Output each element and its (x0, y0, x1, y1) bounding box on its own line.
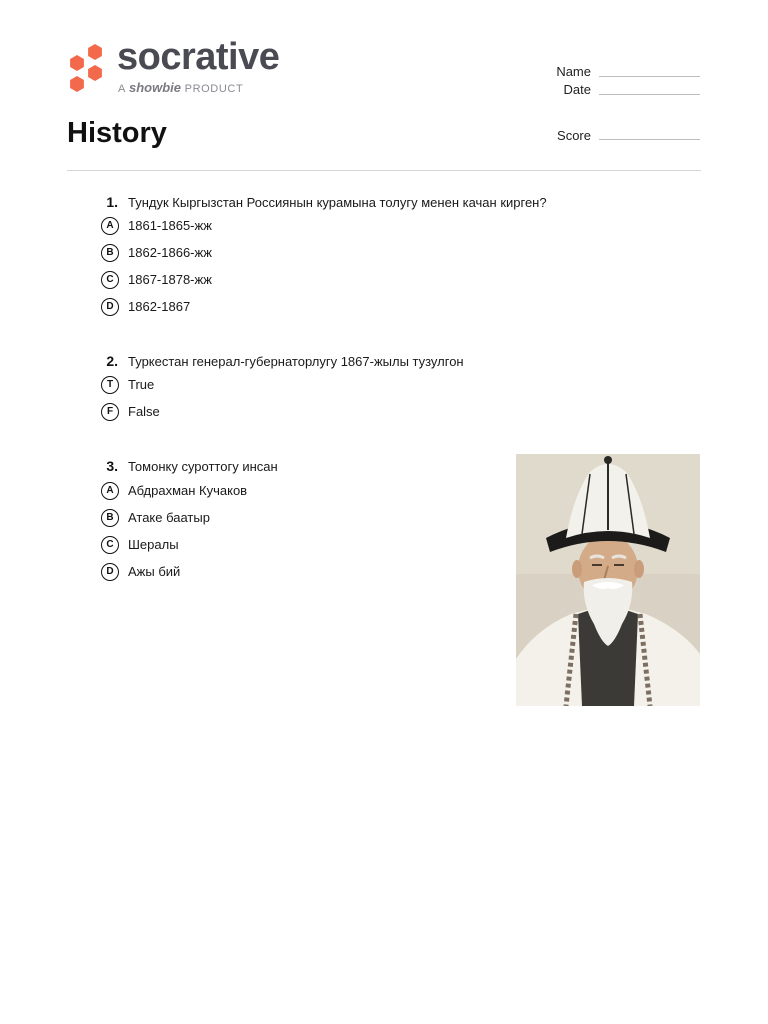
option-badge-b: B (101, 244, 119, 262)
brand-tagline (118, 81, 243, 95)
question-text: Туркестан генерал-губернаторлугу 1867-жылы тузулгон (128, 354, 464, 369)
tagline-prefix: A (118, 83, 126, 95)
tagline-brand: showbie (129, 80, 182, 95)
option-badge-b: B (101, 509, 119, 527)
option-badge-c: C (101, 536, 119, 554)
option-text: False (128, 404, 160, 419)
option-text: Атаке баатыр (128, 510, 210, 525)
option-badge-a: A (101, 217, 119, 235)
question-number: 3. (106, 458, 118, 474)
socrative-logo-icon (67, 43, 107, 95)
tagline-suffix: PRODUCT (184, 83, 244, 95)
option-badge-f: F (101, 403, 119, 421)
option-text: True (128, 377, 155, 392)
question-text: Томонку суроттогу инсан (128, 459, 278, 474)
question-text: Тундук Кыргызстан Россиянын курамына толугу менен качан кирген? (128, 195, 547, 210)
option-badge-d: D (101, 298, 119, 316)
date-label: Date (563, 82, 591, 97)
score-field-line (599, 139, 700, 140)
option-text: Абдрахман Кучаков (128, 483, 248, 498)
name-label: Name (556, 64, 591, 79)
name-field-line (599, 76, 700, 77)
option-badge-t: T (101, 376, 119, 394)
option-badge-a: A (101, 482, 119, 500)
header-divider (67, 170, 701, 171)
option-text: 1861-1865-жж (128, 218, 212, 233)
option-text: Шералы (128, 537, 179, 552)
option-badge-c: C (101, 271, 119, 289)
option-badge-d: D (101, 563, 119, 581)
date-field-line (599, 94, 700, 95)
question-number: 2. (106, 353, 118, 369)
option-text: 1867-1878-жж (128, 272, 212, 287)
option-text: 1862-1867 (128, 299, 191, 314)
option-text: 1862-1866-жж (128, 245, 212, 260)
brand-name: socrative (117, 36, 280, 78)
question-number: 1. (106, 194, 118, 210)
option-text: Ажы бий (128, 564, 181, 579)
score-label: Score (557, 128, 591, 143)
quiz-title: History (67, 117, 167, 149)
portrait-image (516, 454, 700, 706)
